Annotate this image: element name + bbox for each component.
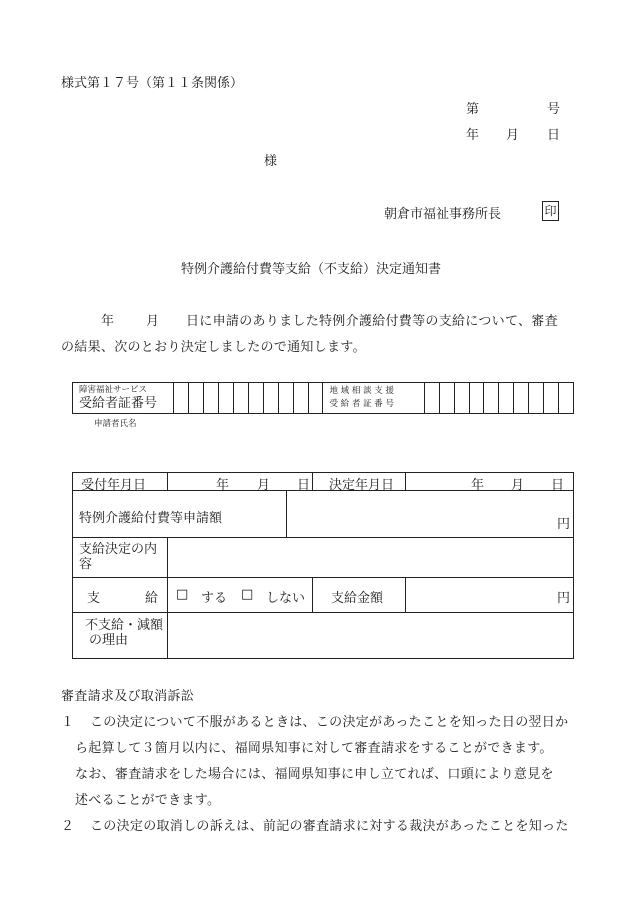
payment-amount-yen: 円 bbox=[557, 591, 571, 606]
reason-label-line2: の理由 bbox=[89, 633, 129, 648]
id-digit-cell[interactable] bbox=[499, 383, 514, 414]
id-digit-cell[interactable] bbox=[469, 383, 484, 414]
intro-line2: の結果、次のとおり決定しましたので通知します。 bbox=[61, 340, 366, 355]
decision-month: 月 bbox=[511, 478, 525, 493]
id-digit-cell[interactable] bbox=[174, 383, 189, 414]
received-date-label: 受付年月日 bbox=[81, 478, 147, 493]
option-yes-label: する bbox=[201, 591, 228, 606]
seal-stamp: 印 bbox=[542, 201, 559, 221]
recipient-id-label: 受給者証番号 bbox=[79, 395, 158, 411]
checkbox-yes[interactable]: □ bbox=[176, 587, 189, 602]
recipient-id-label-small: 障害福祉サービス bbox=[79, 384, 148, 395]
id-digit-cell[interactable] bbox=[219, 383, 234, 414]
checkbox-no[interactable]: □ bbox=[241, 587, 254, 602]
intro-year: 年 bbox=[101, 314, 115, 329]
date-day: 日 bbox=[547, 128, 561, 143]
appeal-heading: 審査請求及び取消訴訟 bbox=[61, 689, 195, 704]
payment-label-b: 給 bbox=[145, 591, 159, 606]
consultation-id-label-line1: 地 域 相 談 支 援 bbox=[329, 386, 394, 396]
id-digit-cell[interactable] bbox=[204, 383, 219, 414]
payment-label-a: 支 bbox=[87, 591, 101, 606]
id-digit-cell[interactable] bbox=[559, 383, 574, 414]
option-no-label: しない bbox=[266, 591, 306, 606]
received-year: 年 bbox=[216, 478, 230, 493]
received-day: 日 bbox=[297, 478, 311, 493]
id-digit-cell[interactable] bbox=[514, 383, 529, 414]
decision-content-label-line2: 容 bbox=[79, 557, 93, 572]
decision-year: 年 bbox=[471, 478, 485, 493]
decision-day: 日 bbox=[551, 478, 565, 493]
id-digit-cell[interactable] bbox=[529, 383, 544, 414]
issuer-name: 朝倉市福祉事務所長 bbox=[384, 207, 502, 222]
reason-label-line1: 不支給・減額 bbox=[85, 618, 164, 633]
id-digit-cell[interactable] bbox=[484, 383, 499, 414]
received-month: 月 bbox=[257, 478, 271, 493]
consultation-id-label-cell bbox=[323, 383, 424, 414]
recipient-id-label-cell bbox=[73, 383, 174, 414]
id-digit-cell[interactable] bbox=[293, 383, 308, 414]
date-month: 月 bbox=[506, 128, 520, 143]
appeal-item1-line1: この決定について不服があるときは、この決定があったことを知った日の翌日か bbox=[90, 715, 569, 730]
decision-content-label-line1: 支給決定の内 bbox=[79, 542, 158, 557]
id-digit-cell[interactable] bbox=[233, 383, 248, 414]
id-digit-cell[interactable] bbox=[544, 383, 559, 414]
id-digit-cell[interactable] bbox=[454, 383, 469, 414]
doc-number-prefix: 第 bbox=[466, 102, 480, 117]
appeal-item2-line1: この決定の取消しの訴えは、前記の審査請求に対する裁決があったことを知った bbox=[90, 819, 569, 834]
application-amount-label: 特例介護給付費等申請額 bbox=[79, 511, 223, 526]
appeal-item1-line2: ら起算して３箇月以内に、福岡県知事に対して審査請求をすることができます。 bbox=[75, 741, 553, 756]
intro-line1: 日に申請のありました特例介護給付費等の支給について、審査 bbox=[186, 314, 558, 329]
recipient-id-table bbox=[72, 382, 574, 414]
intro-month: 月 bbox=[146, 314, 160, 329]
id-digit-cell[interactable] bbox=[308, 383, 323, 414]
id-digit-cell[interactable] bbox=[424, 383, 439, 414]
id-digit-cell[interactable] bbox=[263, 383, 278, 414]
addressee-suffix: 様 bbox=[264, 154, 278, 169]
doc-number-suffix: 号 bbox=[547, 102, 561, 117]
id-digit-cell[interactable] bbox=[189, 383, 204, 414]
form-number: 様式第１７号（第１１条関係） bbox=[61, 76, 244, 91]
date-year: 年 bbox=[466, 128, 480, 143]
appeal-item1-line3: なお、審査請求をした場合には、福岡県知事に申し立てれば、口頭により意見を bbox=[75, 767, 554, 782]
appeal-item1-line4: 述べることができます。 bbox=[75, 793, 221, 808]
applicant-name-label: 申請者氏名 bbox=[94, 419, 137, 429]
payment-amount-label: 支給金額 bbox=[331, 591, 384, 606]
appeal-item1-number: １ bbox=[61, 715, 75, 730]
id-digit-cell[interactable] bbox=[278, 383, 293, 414]
decision-date-label: 決定年月日 bbox=[329, 478, 395, 493]
application-amount-yen: 円 bbox=[557, 517, 571, 532]
appeal-item2-number: ２ bbox=[61, 819, 75, 834]
id-digit-cell[interactable] bbox=[248, 383, 263, 414]
document-title: 特例介護給付費等支給（不支給）決定通知書 bbox=[181, 262, 442, 277]
decision-table bbox=[72, 472, 574, 659]
consultation-id-label-line2: 受 給 者 証 番 号 bbox=[329, 399, 394, 409]
id-digit-cell[interactable] bbox=[439, 383, 454, 414]
